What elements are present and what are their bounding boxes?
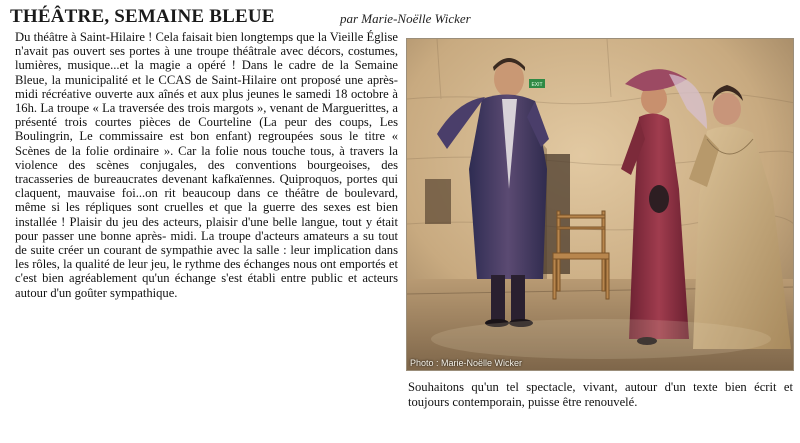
article-header [10, 6, 790, 30]
article-byline: par Marie-Noëlle Wicker [340, 11, 471, 26]
article-title: THÉÂTRE, SEMAINE BLEUE [10, 6, 275, 27]
wall-panel [425, 179, 451, 224]
photo-caption: Photo : Marie-Noëlle Wicker [410, 358, 523, 368]
actress-beige-head [713, 93, 741, 125]
exit-sign-label: EXIT [531, 82, 543, 88]
theatre-photo [406, 38, 794, 371]
stage-scene-illustration [407, 39, 794, 371]
article-body: Du théâtre à Saint-Hilaire ! Cela faisait bien longtemps que la Vieille Église n'avait pas ouvert ses portes à une troupe théâtrale avec décors, costumes, lumières, musique...et la magie a opéré ! Dans le cadre de la Semaine Bleue, la municipalité et le CCAS de Saint-Hilaire ont proposé une après- midi récréative ouverte aux aînés et aux plus jeunes le samedi 18 octobre à 16h. La troupe « La traversée des trois margots », venant de Marguerittes, a présenté trois courtes pièces de Courteline (La peur des coups, Les Boulingrin, Le commissaire est bon enfant) regroupées sous le titre « Scènes de la folie ordinaire ». Car la folie nous touche tous, à travers la violence des scènes conjugales, des conventions bourgeoises, des tracasseries de bureaucrates devenant kafkaïennes. Quiproquos, portes qui claquent, mauvaise foi...on rit beaucoup dans ce théâtre de boulevard, même si les répliques sont cruelles et que la guerre des sexes est bien installée ! Plaisir du jeu des acteurs, plaisir d'une belle langue, tout y était pour passer une bonne après- midi. La troupe d'acteurs amateurs a su tout de suite créer un courant de sympathie avec la salle : leur implication dans les rôles, la qualité de leur jeu, le rythme des échanges nous ont emportés et c'est bien agréablement qu'un échange s'est établi entre public et acteurs autour d'un goûter sympathique. [15, 30, 398, 300]
article-closing: Souhaitons qu'un tel spectacle, vivant, autour d'un texte bien écrit et toujours contemporain, puisse être renouvelé. [408, 380, 793, 409]
